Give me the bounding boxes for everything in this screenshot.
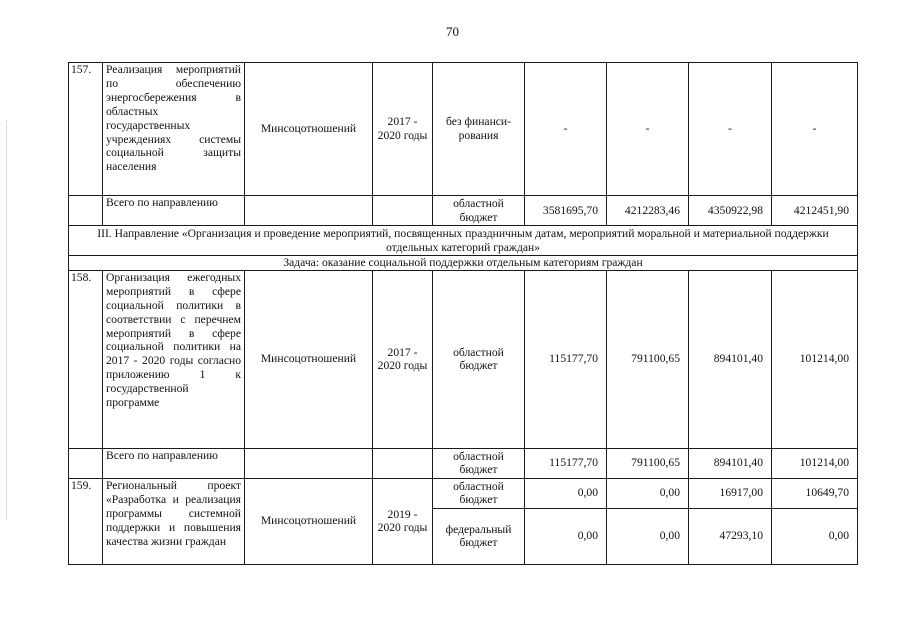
row-number: 157. (69, 63, 103, 196)
period: 2017 - 2020 годы (373, 63, 433, 196)
value-cell: 4212283,46 (607, 196, 689, 226)
value-cell: 791100,65 (607, 270, 689, 448)
value-cell: 101214,00 (772, 270, 858, 448)
executor: Минсоцотношений (245, 478, 373, 564)
row-number: 158. (69, 270, 103, 448)
value-cell: 894101,40 (689, 270, 772, 448)
funding-source: областной бюджет (433, 270, 525, 448)
funding-source: областной бюджет (433, 448, 525, 478)
value-cell: 10649,70 (772, 478, 858, 508)
value-cell: 894101,40 (689, 448, 772, 478)
funding-source: областной бюджет (433, 196, 525, 226)
funding-source: областной бюджет (433, 478, 525, 508)
period: 2017 - 2020 годы (373, 270, 433, 448)
row-number: 159. (69, 478, 103, 564)
value-cell: 115177,70 (525, 448, 607, 478)
executor: Минсоцотношений (245, 270, 373, 448)
value-cell: 3581695,70 (525, 196, 607, 226)
table-row-159 (69, 478, 858, 508)
value-cell: 0,00 (525, 478, 607, 508)
executor: Минсоцотношений (245, 63, 373, 196)
value-cell: 47293,10 (689, 508, 772, 564)
direction-heading: III. Направление «Организация и проведение мероприятий, посвященных праздничным датам, мероприятий моральной и материальной поддержки отдельных категорий граждан» (69, 226, 858, 256)
program-table (68, 62, 858, 565)
task-heading: Задача: оказание социальной поддержки отдельным категориям граждан (69, 256, 858, 271)
measure-name: Организация ежегодных мероприятий в сфере социальной политики в соответствии с перечнем мероприятий в сфере социальной политики на 2017 - 2020 годы согласно приложению 1 к государственной программе (103, 270, 245, 448)
value-cell: 115177,70 (525, 270, 607, 448)
empty-cell (69, 448, 103, 478)
total-label: Всего по направлению (103, 196, 245, 226)
value-cell: 0,00 (772, 508, 858, 564)
table-row-158 (69, 270, 858, 448)
scan-edge-mark (6, 120, 9, 520)
table-row-direction (69, 226, 858, 256)
table-row-157 (69, 63, 858, 196)
value-cell: - (772, 63, 858, 196)
empty-cell (245, 196, 373, 226)
period: 2019 - 2020 годы (373, 478, 433, 564)
empty-cell (245, 448, 373, 478)
funding-source: без финанси-рования (433, 63, 525, 196)
value-cell: - (689, 63, 772, 196)
value-cell: 101214,00 (772, 448, 858, 478)
total-label: Всего по направлению (103, 448, 245, 478)
value-cell: 16917,00 (689, 478, 772, 508)
value-cell: 0,00 (607, 478, 689, 508)
table-row-total (69, 196, 858, 226)
value-cell: 791100,65 (607, 448, 689, 478)
value-cell: - (607, 63, 689, 196)
table-row-task (69, 256, 858, 271)
empty-cell (373, 196, 433, 226)
value-cell: 0,00 (607, 508, 689, 564)
empty-cell (373, 448, 433, 478)
value-cell: 4212451,90 (772, 196, 858, 226)
funding-source: федеральный бюджет (433, 508, 525, 564)
measure-name: Региональный проект «Разработка и реализация программы системной поддержки и повышения качества жизни граждан (103, 478, 245, 564)
measure-name: Реализация мероприятий по обеспечению энергосбережения в областных государственных учреждениях системы социальной защиты населения (103, 63, 245, 196)
table-row-total (69, 448, 858, 478)
page-number: 70 (446, 24, 459, 39)
value-cell: - (525, 63, 607, 196)
value-cell: 4350922,98 (689, 196, 772, 226)
value-cell: 0,00 (525, 508, 607, 564)
empty-cell (69, 196, 103, 226)
